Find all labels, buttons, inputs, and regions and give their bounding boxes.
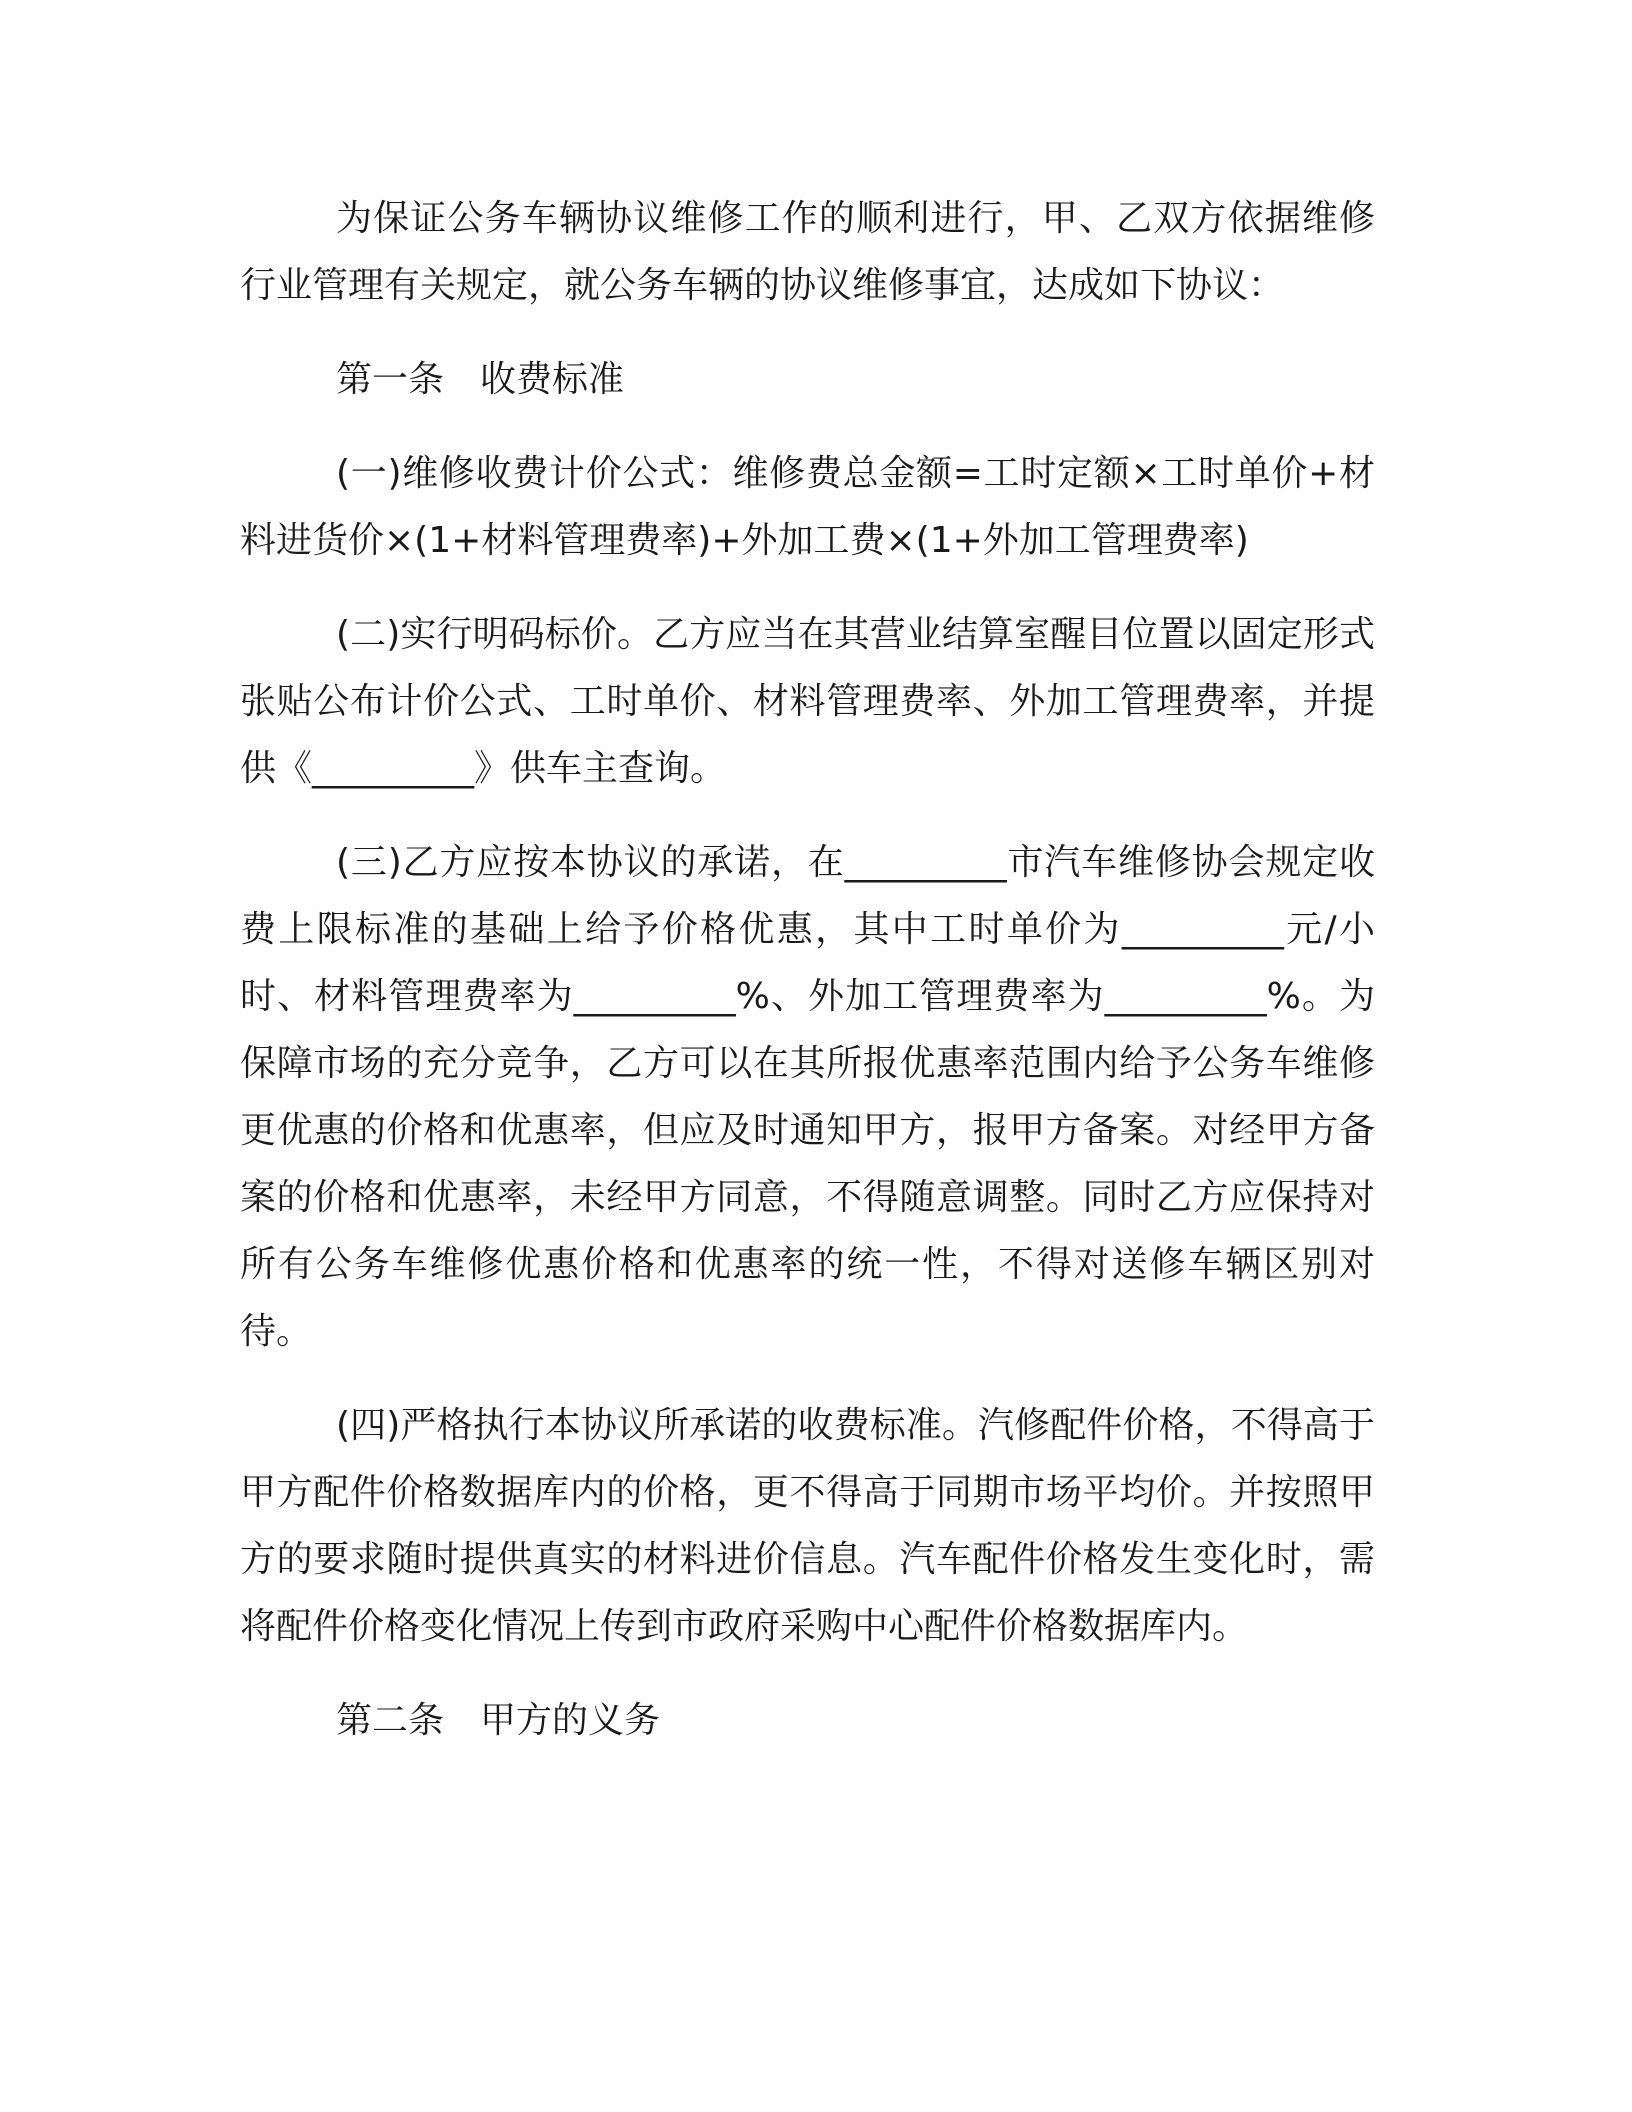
document-page — [240, 185, 1375, 1754]
clause-2-paragraph: (二)实行明码标价。乙方应当在其营业结算室醒目位置以固定形式张贴公布计价公式、工时单价、材料管理费率、外加工管理费率，并提供《_________》供车主查询。 — [240, 614, 1375, 789]
clause-4-paragraph: (四)严格执行本协议所承诺的收费标准。汽修配件价格，不得高于甲方配件价格数据库内的价格，更不得高于同期市场平均价。并按照甲方的要求随时提供真实的材料进价信息。汽车配件价格发生变化时，需将配件价格变化情况上传到市政府采购中心配件价格数据库内。 — [240, 1405, 1375, 1647]
clause-1-paragraph: (一)维修收费计价公式：维修费总金额=工时定额×工时单价+材料进货价×(1+材料管理费率)+外加工费×(1+外加工管理费率) — [240, 453, 1375, 561]
article-2-heading: 第二条 甲方的义务 — [336, 1700, 661, 1741]
article-1-heading: 第一条 收费标准 — [336, 359, 625, 400]
clause-3-paragraph: (三)乙方应按本协议的承诺，在_________市汽车维修协会规定收费上限标准的基础上给予价格优惠，其中工时单价为_________元/小时、材料管理费率为_________%、外加工管理费率为_________%。为保障市场的充分竞争，乙方可以在其所报优惠率范围内给予公务车维修更优惠的价格和优惠率，但应及时通知甲方，报甲方备案。对经甲方备案的价格和优惠率，未经甲方同意，不得随意调整。同时乙方应保持对所有公务车维修优惠价格和优惠率的统一性，不得对送修车辆区别对待。 — [240, 842, 1375, 1352]
intro-paragraph: 为保证公务车辆协议维修工作的顺利进行，甲、乙双方依据维修行业管理有关规定，就公务车辆的协议维修事宜，达成如下协议： — [240, 198, 1375, 306]
